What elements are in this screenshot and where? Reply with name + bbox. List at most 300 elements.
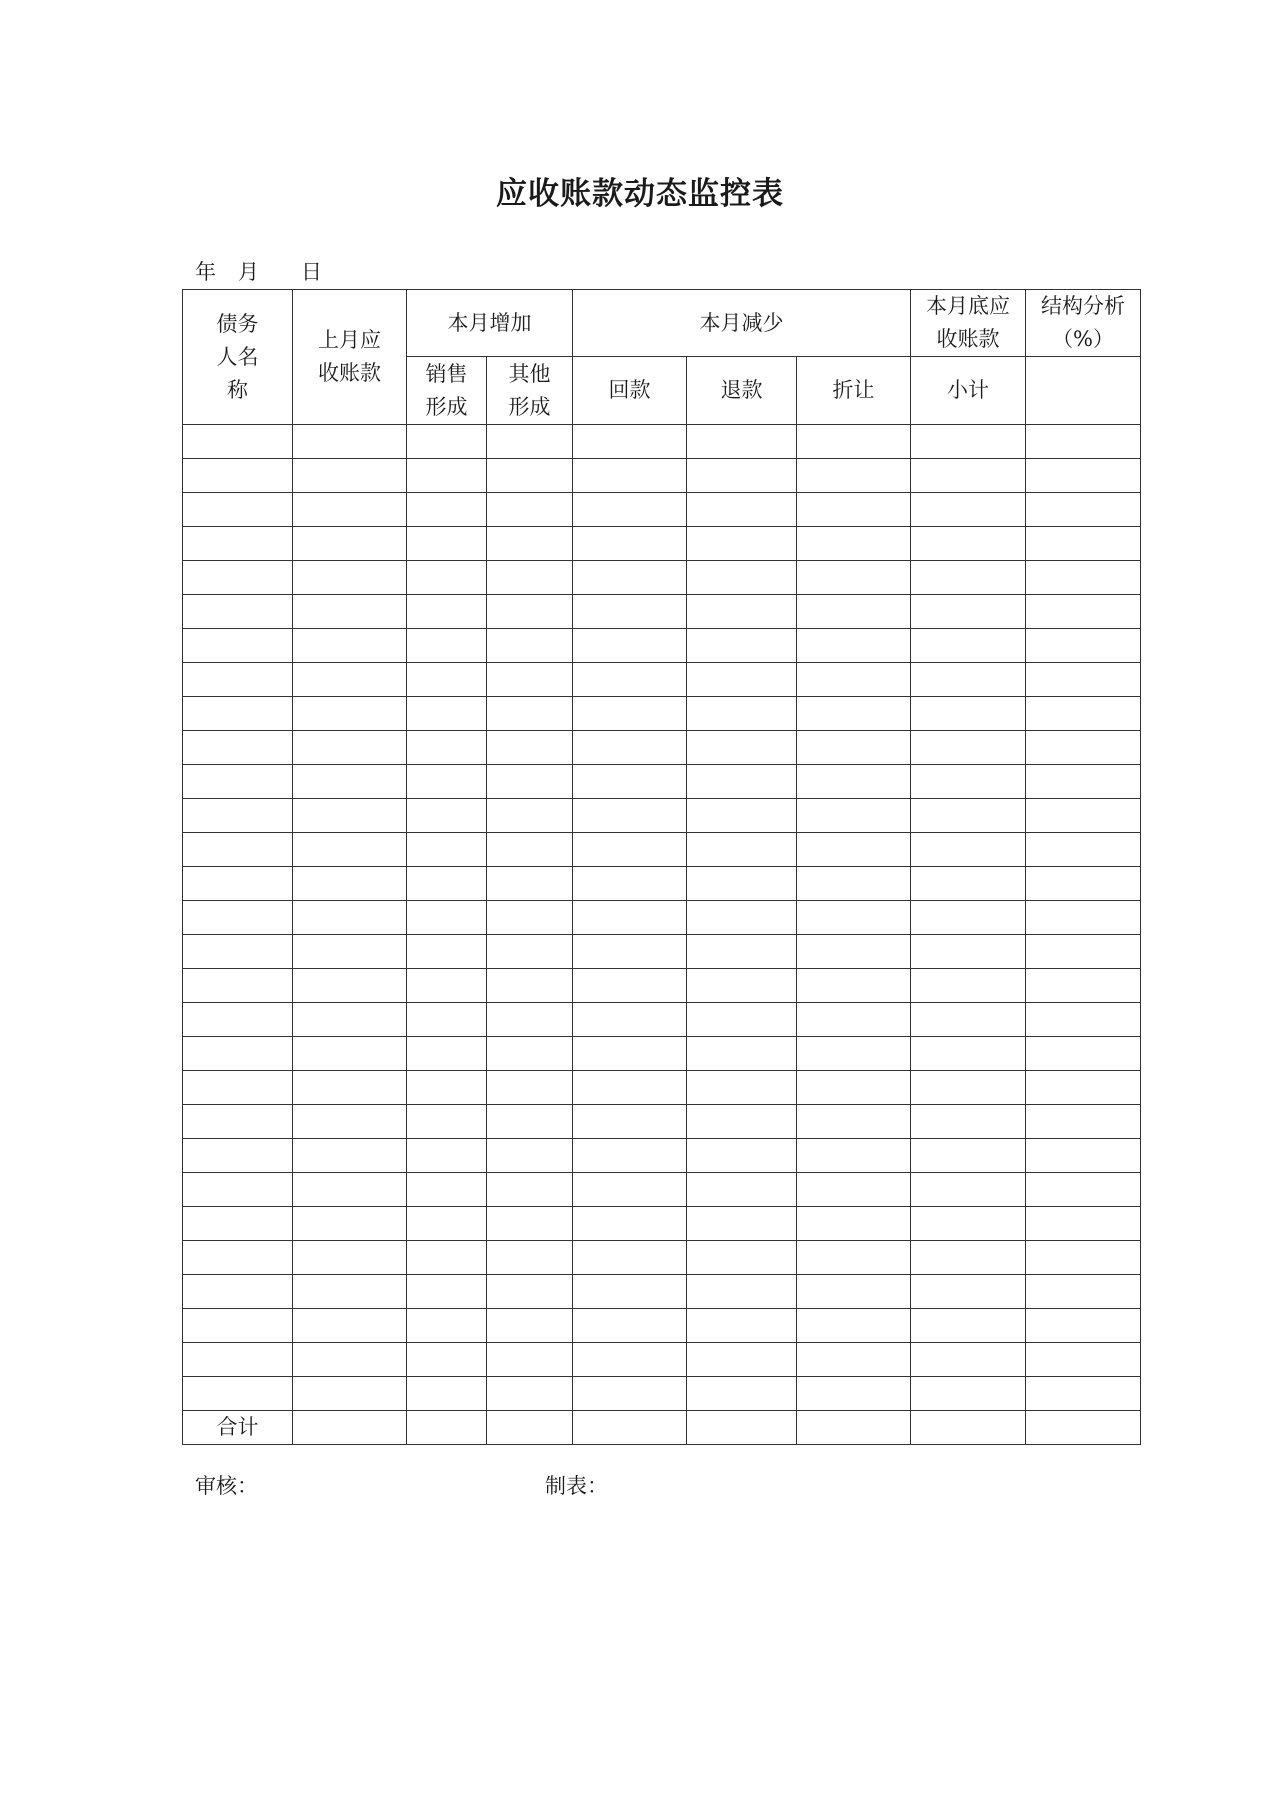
table-cell[interactable] [797, 833, 911, 867]
table-cell[interactable] [687, 731, 797, 765]
table-cell[interactable] [183, 1377, 293, 1411]
table-cell[interactable] [573, 1071, 687, 1105]
table-cell[interactable] [911, 1275, 1026, 1309]
table-cell[interactable] [687, 1037, 797, 1071]
table-cell[interactable] [183, 1309, 293, 1343]
table-cell[interactable] [573, 1207, 687, 1241]
table-cell[interactable] [407, 1241, 487, 1275]
table-row [183, 1377, 1141, 1411]
table-cell[interactable] [687, 561, 797, 595]
table-cell[interactable] [911, 697, 1026, 731]
table-cell[interactable] [183, 1173, 293, 1207]
table-cell[interactable] [573, 867, 687, 901]
table-cell[interactable] [407, 697, 487, 731]
table-cell[interactable] [183, 1071, 293, 1105]
table-cell[interactable] [911, 833, 1026, 867]
table-cell[interactable] [573, 561, 687, 595]
table-cell[interactable] [911, 1139, 1026, 1173]
header-last-month-receivable: 上月应收账款 [293, 290, 407, 425]
table-cell[interactable] [797, 595, 911, 629]
table-cell[interactable] [487, 731, 573, 765]
table-row [183, 595, 1141, 629]
table-cell[interactable] [407, 867, 487, 901]
table-cell[interactable] [911, 1105, 1026, 1139]
table-cell[interactable] [407, 765, 487, 799]
table-cell[interactable] [183, 867, 293, 901]
table-cell[interactable] [573, 527, 687, 561]
total-cell[interactable] [911, 1411, 1026, 1445]
table-cell[interactable] [1026, 799, 1141, 833]
header-month-end-receivable: 本月底应收账款 [911, 290, 1026, 357]
table-cell[interactable] [183, 799, 293, 833]
table-cell[interactable] [407, 425, 487, 459]
table-cell[interactable] [487, 765, 573, 799]
table-cell[interactable] [687, 493, 797, 527]
table-cell[interactable] [1026, 1173, 1141, 1207]
table-cell[interactable] [407, 1275, 487, 1309]
table-cell[interactable] [573, 833, 687, 867]
table-cell[interactable] [1026, 1037, 1141, 1071]
table-cell[interactable] [797, 697, 911, 731]
table-cell[interactable] [183, 663, 293, 697]
table-cell[interactable] [687, 527, 797, 561]
table-cell[interactable] [293, 527, 407, 561]
table-cell[interactable] [1026, 663, 1141, 697]
table-cell[interactable] [797, 1139, 911, 1173]
table-cell[interactable] [687, 459, 797, 493]
table-cell[interactable] [1026, 527, 1141, 561]
table-cell[interactable] [487, 833, 573, 867]
table-cell[interactable] [183, 1343, 293, 1377]
table-cell[interactable] [797, 765, 911, 799]
table-cell[interactable] [183, 459, 293, 493]
table-cell[interactable] [573, 935, 687, 969]
table-row [183, 527, 1141, 561]
table-cell[interactable] [573, 1275, 687, 1309]
table-cell[interactable] [911, 731, 1026, 765]
table-cell[interactable] [407, 527, 487, 561]
table-cell[interactable] [911, 799, 1026, 833]
table-cell[interactable] [487, 867, 573, 901]
table-cell[interactable] [1026, 1071, 1141, 1105]
table-cell[interactable] [293, 629, 407, 663]
header-decrease-group: 本月减少 [573, 290, 911, 357]
table-cell[interactable] [687, 1173, 797, 1207]
table-cell[interactable] [797, 527, 911, 561]
table-cell[interactable] [687, 1377, 797, 1411]
table-cell[interactable] [407, 833, 487, 867]
table-cell[interactable] [1026, 935, 1141, 969]
table-cell[interactable] [293, 1275, 407, 1309]
table-cell[interactable] [1026, 867, 1141, 901]
table-cell[interactable] [573, 1037, 687, 1071]
header-increase-other: 其他形成 [487, 357, 573, 425]
table-cell[interactable] [487, 527, 573, 561]
table-cell[interactable] [911, 629, 1026, 663]
table-cell[interactable] [911, 867, 1026, 901]
table-cell[interactable] [183, 1275, 293, 1309]
table-cell[interactable] [911, 459, 1026, 493]
table-cell[interactable] [911, 901, 1026, 935]
table-cell[interactable] [487, 935, 573, 969]
table-cell[interactable] [1026, 901, 1141, 935]
table-row [183, 663, 1141, 697]
total-cell[interactable] [1026, 1411, 1141, 1445]
table-cell[interactable] [1026, 493, 1141, 527]
table-cell[interactable] [183, 595, 293, 629]
table-cell[interactable] [407, 1343, 487, 1377]
table-cell[interactable] [797, 799, 911, 833]
table-cell[interactable] [911, 1377, 1026, 1411]
table-cell[interactable] [293, 969, 407, 1003]
table-cell[interactable] [687, 1071, 797, 1105]
table-cell[interactable] [797, 493, 911, 527]
table-cell[interactable] [573, 969, 687, 1003]
table-cell[interactable] [183, 969, 293, 1003]
table-cell[interactable] [797, 1343, 911, 1377]
table-cell[interactable] [573, 1309, 687, 1343]
table-cell[interactable] [1026, 1377, 1141, 1411]
table-cell[interactable] [487, 493, 573, 527]
table-cell[interactable] [1026, 1003, 1141, 1037]
table-cell[interactable] [797, 1241, 911, 1275]
table-cell[interactable] [911, 765, 1026, 799]
table-cell[interactable] [407, 1105, 487, 1139]
table-cell[interactable] [797, 1275, 911, 1309]
table-cell[interactable] [687, 969, 797, 1003]
table-cell[interactable] [183, 1037, 293, 1071]
table-cell[interactable] [293, 1071, 407, 1105]
table-cell[interactable] [573, 595, 687, 629]
table-cell[interactable] [911, 425, 1026, 459]
table-cell[interactable] [911, 1037, 1026, 1071]
table-cell[interactable] [911, 1343, 1026, 1377]
table-cell[interactable] [797, 629, 911, 663]
table-cell[interactable] [183, 1105, 293, 1139]
table-cell[interactable] [183, 833, 293, 867]
table-row [183, 1275, 1141, 1309]
table-cell[interactable] [797, 561, 911, 595]
table-cell[interactable] [293, 1207, 407, 1241]
table-cell[interactable] [487, 1037, 573, 1071]
table-cell[interactable] [687, 663, 797, 697]
table-cell[interactable] [687, 1309, 797, 1343]
table-cell[interactable] [911, 935, 1026, 969]
table-cell[interactable] [487, 1275, 573, 1309]
table-row [183, 765, 1141, 799]
table-cell[interactable] [487, 1139, 573, 1173]
table-cell[interactable] [407, 1309, 487, 1343]
table-cell[interactable] [687, 1139, 797, 1173]
table-cell[interactable] [487, 561, 573, 595]
table-cell[interactable] [407, 1139, 487, 1173]
table-cell[interactable] [487, 1207, 573, 1241]
table-cell[interactable] [1026, 1241, 1141, 1275]
table-cell[interactable] [293, 1343, 407, 1377]
table-cell[interactable] [687, 867, 797, 901]
table-cell[interactable] [573, 901, 687, 935]
table-cell[interactable] [487, 1377, 573, 1411]
table-cell[interactable] [573, 731, 687, 765]
table-cell[interactable] [687, 425, 797, 459]
table-cell[interactable] [183, 493, 293, 527]
table-cell[interactable] [487, 799, 573, 833]
table-cell[interactable] [1026, 425, 1141, 459]
table-cell[interactable] [183, 1207, 293, 1241]
table-cell[interactable] [293, 1377, 407, 1411]
table-cell[interactable] [487, 459, 573, 493]
table-cell[interactable] [487, 663, 573, 697]
table-cell[interactable] [797, 901, 911, 935]
table-cell[interactable] [293, 425, 407, 459]
table-cell[interactable] [293, 561, 407, 595]
table-cell[interactable] [573, 697, 687, 731]
table-cell[interactable] [487, 1309, 573, 1343]
table-cell[interactable] [911, 1003, 1026, 1037]
table-cell[interactable] [797, 935, 911, 969]
table-cell[interactable] [911, 527, 1026, 561]
table-cell[interactable] [487, 969, 573, 1003]
table-cell[interactable] [183, 697, 293, 731]
table-cell[interactable] [487, 1173, 573, 1207]
table-cell[interactable] [293, 1139, 407, 1173]
table-cell[interactable] [487, 1071, 573, 1105]
table-cell[interactable] [1026, 459, 1141, 493]
table-cell[interactable] [1026, 1343, 1141, 1377]
table-row [183, 731, 1141, 765]
table-cell[interactable] [183, 765, 293, 799]
table-cell[interactable] [183, 1003, 293, 1037]
table-cell[interactable] [687, 765, 797, 799]
table-cell[interactable] [183, 561, 293, 595]
table-cell[interactable] [797, 663, 911, 697]
table-cell[interactable] [687, 1207, 797, 1241]
table-row [183, 459, 1141, 493]
page-title: 应收账款动态监控表 [496, 176, 784, 212]
table-cell[interactable] [293, 459, 407, 493]
table-cell[interactable] [487, 425, 573, 459]
total-label: 合计 [183, 1411, 293, 1445]
table-cell[interactable] [293, 1241, 407, 1275]
table-cell[interactable] [1026, 1105, 1141, 1139]
receivables-table [182, 289, 1141, 1445]
table-cell[interactable] [407, 595, 487, 629]
table-cell[interactable] [407, 663, 487, 697]
table-cell[interactable] [407, 969, 487, 1003]
table-cell[interactable] [407, 629, 487, 663]
table-cell[interactable] [183, 1241, 293, 1275]
table-cell[interactable] [183, 1139, 293, 1173]
header-increase-sales: 销售形成 [407, 357, 487, 425]
table-cell[interactable] [797, 1377, 911, 1411]
table-cell[interactable] [407, 901, 487, 935]
table-cell[interactable] [573, 425, 687, 459]
table-cell[interactable] [911, 1071, 1026, 1105]
table-cell[interactable] [1026, 595, 1141, 629]
table-cell[interactable] [573, 1377, 687, 1411]
table-cell[interactable] [183, 527, 293, 561]
table-cell[interactable] [407, 493, 487, 527]
table-cell[interactable] [911, 493, 1026, 527]
table-cell[interactable] [797, 425, 911, 459]
table-cell[interactable] [293, 901, 407, 935]
total-cell[interactable] [407, 1411, 487, 1445]
table-cell[interactable] [687, 799, 797, 833]
table-cell[interactable] [687, 697, 797, 731]
table-cell[interactable] [293, 731, 407, 765]
table-cell[interactable] [797, 1309, 911, 1343]
table-cell[interactable] [797, 969, 911, 1003]
table-cell[interactable] [293, 1173, 407, 1207]
header-row-1 [183, 290, 1141, 357]
table-cell[interactable] [797, 1207, 911, 1241]
table-cell[interactable] [293, 799, 407, 833]
table-cell[interactable] [797, 1003, 911, 1037]
table-row [183, 1105, 1141, 1139]
total-cell[interactable] [487, 1411, 573, 1445]
table-cell[interactable] [797, 1071, 911, 1105]
table-cell[interactable] [687, 935, 797, 969]
table-cell[interactable] [487, 1105, 573, 1139]
table-cell[interactable] [293, 765, 407, 799]
table-cell[interactable] [293, 1037, 407, 1071]
table-cell[interactable] [1026, 629, 1141, 663]
table-cell[interactable] [487, 629, 573, 663]
table-cell[interactable] [293, 595, 407, 629]
table-cell[interactable] [911, 663, 1026, 697]
table-cell[interactable] [1026, 1139, 1141, 1173]
table-cell[interactable] [293, 833, 407, 867]
table-cell[interactable] [797, 731, 911, 765]
table-cell[interactable] [573, 1241, 687, 1275]
table-cell[interactable] [573, 799, 687, 833]
table-cell[interactable] [687, 1003, 797, 1037]
table-cell[interactable] [1026, 765, 1141, 799]
table-cell[interactable] [573, 1343, 687, 1377]
table-cell[interactable] [293, 663, 407, 697]
header-decrease-discount: 折让 [797, 357, 911, 425]
table-cell[interactable] [407, 1207, 487, 1241]
total-cell[interactable] [687, 1411, 797, 1445]
table-cell[interactable] [407, 459, 487, 493]
table-cell[interactable] [687, 1241, 797, 1275]
table-cell[interactable] [797, 1105, 911, 1139]
table-cell[interactable] [487, 595, 573, 629]
table-cell[interactable] [183, 901, 293, 935]
table-cell[interactable] [797, 459, 911, 493]
table-cell[interactable] [293, 493, 407, 527]
table-cell[interactable] [911, 1241, 1026, 1275]
table-cell[interactable] [407, 1377, 487, 1411]
table-cell[interactable] [573, 1003, 687, 1037]
table-cell[interactable] [487, 697, 573, 731]
table-cell[interactable] [797, 1037, 911, 1071]
table-cell[interactable] [573, 459, 687, 493]
table-cell[interactable] [1026, 1275, 1141, 1309]
table-cell[interactable] [407, 731, 487, 765]
table-cell[interactable] [293, 1309, 407, 1343]
header-structure-analysis: 结构分析（%） [1026, 290, 1141, 357]
table-cell[interactable] [1026, 1309, 1141, 1343]
table-row [183, 935, 1141, 969]
table-cell[interactable] [407, 935, 487, 969]
table-cell[interactable] [183, 425, 293, 459]
table-cell[interactable] [1026, 697, 1141, 731]
table-cell[interactable] [293, 1105, 407, 1139]
table-cell[interactable] [911, 1207, 1026, 1241]
table-cell[interactable] [183, 629, 293, 663]
total-row [183, 1411, 1141, 1445]
table-cell[interactable] [407, 1037, 487, 1071]
table-cell[interactable] [183, 935, 293, 969]
table-cell[interactable] [687, 833, 797, 867]
date-month-label: 月 [238, 260, 259, 284]
table-cell[interactable] [911, 969, 1026, 1003]
audit-label: 审核： [195, 1474, 258, 1498]
table-cell[interactable] [407, 1173, 487, 1207]
table-cell[interactable] [487, 1343, 573, 1377]
table-cell[interactable] [911, 595, 1026, 629]
table-cell[interactable] [1026, 969, 1141, 1003]
date-day-label: 日 [301, 260, 322, 284]
table-cell[interactable] [573, 1173, 687, 1207]
table-cell[interactable] [573, 663, 687, 697]
table-cell[interactable] [797, 1173, 911, 1207]
total-cell[interactable] [293, 1411, 407, 1445]
table-cell[interactable] [687, 901, 797, 935]
table-cell[interactable] [1026, 561, 1141, 595]
table-cell[interactable] [1026, 833, 1141, 867]
table-cell[interactable] [687, 1275, 797, 1309]
table-cell[interactable] [487, 1241, 573, 1275]
table-cell[interactable] [911, 1173, 1026, 1207]
table-cell[interactable] [687, 629, 797, 663]
table-cell[interactable] [573, 493, 687, 527]
table-cell[interactable] [687, 595, 797, 629]
table-cell[interactable] [911, 561, 1026, 595]
total-cell[interactable] [573, 1411, 687, 1445]
table-cell[interactable] [293, 1003, 407, 1037]
table-cell[interactable] [407, 1003, 487, 1037]
table-row [183, 1241, 1141, 1275]
total-cell[interactable] [797, 1411, 911, 1445]
table-cell[interactable] [797, 867, 911, 901]
table-cell[interactable] [293, 697, 407, 731]
table-cell[interactable] [911, 1309, 1026, 1343]
table-cell[interactable] [487, 1003, 573, 1037]
table-cell[interactable] [1026, 1207, 1141, 1241]
table-row [183, 1139, 1141, 1173]
table-cell[interactable] [1026, 731, 1141, 765]
table-cell[interactable] [183, 731, 293, 765]
table-cell[interactable] [487, 901, 573, 935]
table-row [183, 901, 1141, 935]
table-cell[interactable] [573, 629, 687, 663]
table-cell[interactable] [573, 1105, 687, 1139]
table-row [183, 833, 1141, 867]
table-row [183, 1343, 1141, 1377]
table-row [183, 1071, 1141, 1105]
table-cell[interactable] [293, 867, 407, 901]
table-cell[interactable] [407, 1071, 487, 1105]
table-cell[interactable] [687, 1105, 797, 1139]
table-cell[interactable] [407, 799, 487, 833]
table-cell[interactable] [573, 765, 687, 799]
table-cell[interactable] [687, 1343, 797, 1377]
table-cell[interactable] [407, 561, 487, 595]
table-cell[interactable] [293, 935, 407, 969]
table-cell[interactable] [573, 1139, 687, 1173]
